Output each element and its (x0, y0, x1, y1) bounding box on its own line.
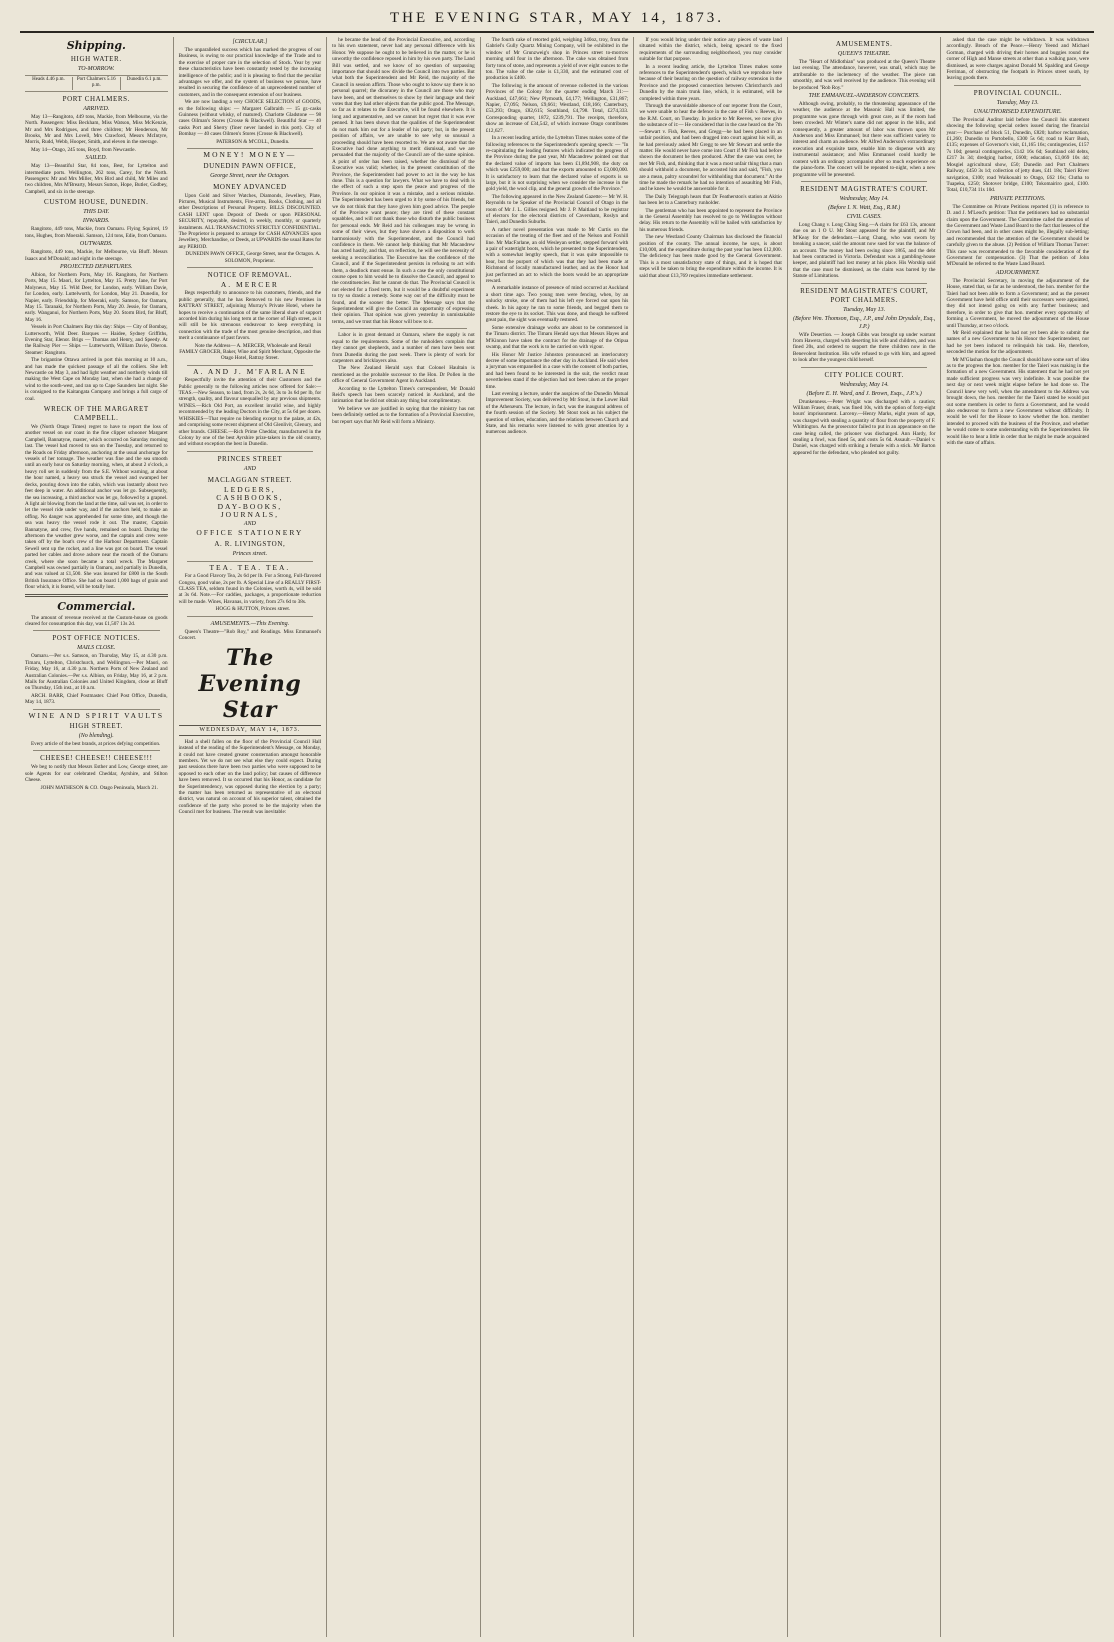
removal-name: A. MERCER (220, 279, 279, 289)
maclaggan-street: MACLAGGAN STREET. (207, 475, 293, 484)
tea-heading: TEA. TEA. TEA. (209, 562, 291, 572)
and-line: AND (243, 521, 256, 528)
inwards-text: Rangitoto, 449 tons, Mackie, from Oamaru. Flying Squirrel, 19 tons, Hughes, from Moeraki. Samson, 124 tons, Edie, from Oamaru. (25, 226, 168, 239)
princes-and: AND (243, 465, 256, 472)
office-stationery-line: OFFICE STATIONERY (196, 528, 304, 538)
pawn-name: DUNEDIN PAWN OFFICE, (203, 161, 297, 170)
outwards-text: Rangitoto, 449 tons, Mackie, for Melbourne, via Bluff. Messrs Isaacs and M'Donald; and eight in the steerage. (25, 249, 168, 262)
news-item: The New Zealand Herald says that Colonel Haultain is mentioned as the probable successor to the Hon. Dr Pollen in the office of General Government Agent in Auckland. (332, 365, 475, 385)
pawn-advanced: MONEY ADVANCED (213, 182, 287, 191)
circular-label: [CIRCULAR.] (232, 39, 268, 45)
adjournment-text-3: Mr M'Glashan thought the Council should have some sort of idea as to the progress the hon. member for the Taieri was making in the formation of a new Government. His statement that he had not yet made sufficient progress was very indefinite. It was possible the next day or next week might elapse before he had done so. The Council knew very well, when the amendment to the Address was brought down, the hon. member for the Taieri stated he would put out some members in order to form a Government, and he would also endeavour to form a new Government without difficulty. It would be well for the House to know whether the hon. member intended to proceed with the business of the Province, and whether he would come to some understanding with the Superintendent. He would like to hear a little in order that he might be made acquainted with the state of affairs. (946, 356, 1090, 446)
tide-heads: Heads 4.46 p.m. (25, 77, 73, 90)
mails-close-label: MAILS CLOSE. (77, 645, 116, 652)
divider (187, 365, 314, 366)
theatre-heading: QUEEN'S THEATRE. (837, 51, 891, 57)
divider (187, 451, 314, 452)
news-item: The new Westland County Chairman has disclosed the financial position of the county. The annual income, he says, is about £10,000, and the expenditure during the past year has been £12,000. The deficiency has been made good by the General Government. This is a most unsatisfactory state of things, and it is hoped that steps will be taken to bring the expenditure within the income. It is said that about £13,769 requires immediate settlement. (639, 234, 782, 279)
rm-court-judge: (Before I. N. Watt, Esq., R.M.) (828, 204, 901, 211)
circular-more: We are now landing a very CHOICE SELECTION of GOODS, ex the following ships: — Margaret Galbraith — 15 gr.-casks Guinness (without whisky, of matured). Charlotte Gladstone — 98 cases Oilman's Stores (Crosse & Blackwell). Beautiful Star — 40 casks Port and Sherry (finer never landed in this port). City of Bombay — 40 cases Oilmen's Stores (Crosse & Blackwell). (178, 99, 322, 138)
rm-court-date: Wednesday, May 14. (839, 195, 889, 202)
private-petitions-heading: PRIVATE PETITIONS. (990, 195, 1046, 202)
adjournment-text-2: Mr Reid explained that he had not yet been able to submit the names of a new Government to his Honor the Superintendent, nor had he yet been induced to relinquish his task. He, therefore, seconded the motion for the adjournment. (946, 330, 1090, 356)
tide-port-chalmers: Port Chalmers 5.16 p.m. (73, 77, 121, 90)
customs-heading: CUSTOM HOUSE, DUNEDIN. (44, 198, 149, 207)
news-item: Last evening a lecture, under the auspices of the Dunedin Mutual Improvement Society, was delivered by Mr Stout, in the Lower Hall of the Athenæum. The lecture, in fact, was the inaugural address of the fourth session of the Society. Mr Stout took as his subject the question of strikes, education, and the relations between Church and State, and his remarks were listened to with great attention by a numerous audience. (485, 390, 629, 436)
post-office-text: Oamaru.—Per s.s. Samson, on Thursday, May 15, at 4.30 p.m. Timaru, Lyttelton, Christchurch, and Wellington.—Per Maori, on Friday, May 16, at 4.30 p.m. Northern Ports of New Zealand and Australian Colonies.—Per s.s. Albion, on Friday, May 16, at 2 p.m. Mails for Australian Colonies and United Kingdom, close at Bluff on Thursday, 15th inst., at 10 a.m. (25, 653, 168, 692)
wreck-text: We (North Otago Times) regret to have to report the loss of another vessel on our coast in the fine clipper schooner Margaret Campbell, Bannatyne, master, which occurred on Saturday morning last. The vessel had moved to sea on the Tuesday, and returned to the Roads on Friday afternoon, anchoring at the usual anchorage for vessels of her tonnage. The weather was fine and the sea smooth until an early hour on Saturday morning, when, at about 2 o'clock, a heavy roll set in suddenly from the S.E. Without warning, at about the hour named, a heavy sea struck the vessel and swamped her decks, pouring down into the cabin, which was instantly about two feet deep in water. An additional anchor was let go. Subsequently, the sea increasing, a third anchor was let go, followed by a grapnel. A light air blowing from the land at the time, sail was set, in order to let the vessel ride under way, and if the anchors held, to make an offing. No danger was apprehended for some time, and though the sea was heavy the vessel rode it out. The master, Captain Bannatyne, and crew, five hands, remained on board. During the afternoon the weather grew worse, and the captain and crew were taken off by the boat's crew of the Harbour Department. Captain Sewell sent up the rocket, and a line was got on board. The vessel parted her cables and drove ashore near the mouth of the Oamaru creek, where she soon became a total wreck. The Margaret Campbell was owned partially in Oamaru, and partially in Dunedin, and was valued at £1,500. She was insured for £800 in the South British Insurance Office. She had on board 1,000 bags of grain and flour which, it is feared, will be totally lost. (25, 424, 168, 591)
macfarlane-text: Respectfully invite the attention of their Customers and the Public generally to the following articles now offered for Sale:— TEAS.—New Season, to land, from 2s, 2s 6d, 3s to 3s 6d per lb, for strength, quality, and flavour unequalled by any previous shipments. WINES.—Rich Old Port, an excellent invalid wine, and highly recommended by the leading Doctors in the City, at 5s 6d per dozen. WHISKIES—That require no blending except to the palate, at 42s, and comprising some recent shipment of Old Glenlivit, Glenury, and other brands. CHEESE.—Rich Prime Cheddar, manufactured in the Colony by one of the best Ayrshire prize-takers in the old country, and without exception the best in Dunedin. (178, 377, 322, 448)
livingston-name: A. R. LIVINGSTON, (214, 539, 286, 548)
amusements-label: AMUSEMENTS.—This Evening. (210, 620, 290, 627)
lead-article: Had a shell fallen on the floor of the Provincial Council Hall instead of the reading of the Superintendent's Message, on Monday, it could not have created greater consternation amongst honorable members. Yet we do not see what else they could expect. During past sessions there have been two parties who were supposed to be opposed to each other on the land policy; but causes of difference have been removed. It so occurred that his Honor, as candidate for the Superintendency, was opposed during the election by a party; the matter has been returned as representative of an electoral district, was natural on account of his superior talent, obtained the confidence of the party who proved to be the majority when the Council met for business. The result was inevitable: (178, 738, 322, 816)
column-5 (634, 37, 788, 1637)
circular-text: The unparalleled success which has marked the progress of our Business, is owing to our practical knowledge of the Trade and to the exercise of proper care in the selection of Stock. Year by year these characteristics have been constantly tested by the increasing intelligence of the public; and it is pleasing to find that the peculiar advantages we offer, and the system of business we pursue, have resulted in securing the confidence of an unprecedented number of customers, and in the consequent extension of our business. (178, 47, 322, 98)
rm-port-date: Tuesday, May 13. (843, 306, 886, 313)
divider (801, 367, 928, 368)
wreck-heading: WRECK OF THE MARGARET CAMPBELL. (43, 405, 149, 423)
unauthorised-heading: UNAUTHORISED EXPENDITURE. (973, 108, 1062, 115)
unauthorised-text: The Provincial Auditor laid before the Council his statement showing the following special orders issued during the financial year:— Purchase of block 51, Dunedin, £820; harbor reclamation, £1,260; Dunedin to Portobello, £300 5s 6d; road to Kurr Bush, £135; expenses of Governor's visit, £1,165 16s; contingencies, £157 7s 10d; general contingencies, £142 16s 6d; Southland old debts, £217 3s 3d; dredging harbor, £600; education, £1,069 10s 4d; Mosgiel agricultural show, £50; Dunedin and Port Chalmers Railway, £450 3s 1d; collection of jetty dues, £41 18s; Taieri River navigation, £100; road Waikouaiti to Otago, £62 16s; Clutha to Tuapeka, £250; Shotover bridge, £100; Tokomairiro gaol, £100. Total, £10,734 11s 10d. (946, 116, 1090, 194)
divider (187, 561, 314, 562)
cheese-sign: JOHN MATHESON & CO. Otago Peninsula, March 21. (40, 784, 158, 791)
projected-text: Albion, for Northern Ports, May 16. Rangitoto, for Northern Ports, May 15. Maori, for Lyttelton, May 15. Pretty Jane, for Port Molyneux, May 15. Wild Deer, for London, early. William Davie, for London, early. Luttelworth, for London, May 21. Dunedin, for Napier, early. Friendship, for Moeraki, early. Samson, for Oamaru, May 15. Taranaki, for Northern Ports, May 20. Jessie, for Oamaru, early. Wanganui, for Northern Ports, May 20. Storm Bird, for Bluff, May 16. (25, 271, 168, 323)
pawn-text: Upon Gold and Silver Watches, Diamonds, Jewellery, Plate, Pictures, Musical Instruments, Fire-arms, Books, Clothing, and all other Descriptions of Personal Property. BILLS DISCOUNTED. CASH LENT upon Deposit of Deeds or upon PERSONAL SECURITY, repayable, desired, in weekly, monthly, or quarterly instalments. ALL TRANSACTIONS STRICTLY CONFIDENTIAL. The Proprietor is prepared to arrange for CASH ADVANCES upon Jewellery, Merchandise, or Deeds, at UPWARDS the usual Rates for any PERIOD. (178, 192, 322, 250)
divider (25, 594, 168, 597)
projected-label: PROJECTED DEPARTURES. (60, 263, 133, 270)
high-water-sub: TO-MORROW. (78, 66, 115, 72)
inwards-label: INWARDS. (82, 218, 110, 225)
divider (954, 85, 1081, 86)
news-item: In a recent leading article, the Lyttelton Times makes some of the following references to the Superintendent's opening speech: — "In re-capitulating the leading features which indicated the progress of the Province during the past year, Mr Macandrew pointed out that the declared value of imports has been £1,894,908, the duty on which was £259,000; and that the exports amounted to £3,000,000. It is satisfactory to learn that the declared value of exports is so large, but it is not surprising when we consider the increase in the gold yield, the wool clip, and the general growth of the Province." (485, 135, 629, 193)
column-7 (941, 37, 1094, 1637)
tea-text: For a Good Flavory Tea, 2s 6d per lb. For a Strong, Full-flavored Congou, good value, 2s per lb. A Special Line of a REALLY FIRST-CLASS TEA, seldom found in the Colonies, worth 4s, will be sold at 3s 6d. Note.—For caddies, packages, a proportionate reduction will be made. Wines, Havanas, in variety, from 27s 6d to 38s. (178, 573, 322, 605)
high-water-heading: HIGH WATER. (70, 55, 122, 63)
editorial-text: he became the head of the Provincial Executive, and, according to his own statement, never had any personal difference with his Honor. We suppose he ought to be believed in the matter, or he is unworthy the confidence reposed in him by his own party. The Land Bill was settled, and we know of no question of surpassing importance that should now divide the Council into two parties. But what both the Superintendent and Mr Reid, the majority of the Council in session affirm. Those who ought to know say there is no personal quarrel; the dicoraney in the Council are those who may have been, and set themselves to show by their language and their votes that they had other objects than the public good. The Message, so far as it relates to the Executive, will be found elsewhere. It is long and argumentative, and we cannot but regret that it was ever penned. It has been shown that the qualities of the Superintendent do not mark him out for a leader of his party; but, in the present position of affairs, we are unable to see why so unusual a proceeding should have been resorted to. We are not aware that the Executive had done anything to merit dismissal, and we are persuaded that the majority of the Council are of the same opinion. A point of order has been raised, whether the dismissal of the Executive was valid; whether, in the present constitution of the Province, the Superintendent had power to act in the way he has done. This is a question for lawyers. What we have to deal with is the effect of such a step upon the peace and progress of the Province. In our opinion it was a mistake, and a serious mistake. The Superintendent has been urged to it by some of his friends, but we do not think that they have given him good advice. The people of the Province want peace; they are tired of these constant squabbles, and will not thank those who disturb the public business for personal ends. Mr Reid and his colleagues may be wrong in some of their views, but they have shown a disposition to work harmoniously with the Superintendent, and the Council had confidence in them. We cannot help thinking that Mr Macandrew has acted hastily, and that, on reflection, he will see the necessity of seeking a reconciliation. The Executive has the confidence of the Council, and if the Superintendent persists in refusing to act with them, a deadlock must ensue. In such a case the only constitutional course open to him would be to dissolve the Council, and appeal to the constituencies. But he cannot do that. The Provincial Council is not elected for a fixed term, but it would be a doubtful experiment to try so drastic a remedy. Some way out of the difficulty must be found, and the sooner the better. The Message says that the Superintendent will give the Council an opportunity of expressing their opinion. That opinion was given yesterday in unmistakable terms, and we trust that his Honor will bow to it. (332, 37, 475, 325)
tide-dunedin: Dunedin 6.1 p.m. (126, 77, 162, 82)
cashbooks-line: CASHBOOKS, (216, 493, 284, 503)
news-item: The following is the amount of revenue collected in the various Provinces of the Colony for the quarter ending March 31:— Auckland, £47,661; New Plymouth, £4,177; Wellington, £31,867; Napier, £7,095; Nelson, £9,661; Westland, £18,166; Canterbury, £53,293; Otago, £82,615; Southland, £4,798. Total, £274,333. Corresponding quarter, 1872, £239,791. The receipts, therefore, show an increase of £34,542, of which increase Otago contributes £12,627. (485, 82, 629, 134)
wine-heading: WINE AND SPIRIT VAULTS (28, 710, 165, 720)
ledgers-line: LEDGERS, (224, 484, 276, 494)
journals-line: JOURNALS, (220, 509, 279, 519)
private-petitions-text: The Committee on Private Petitions reported (1) in reference to D. and J. M'Leod's petition: That the petitioners had no substantial claim upon the Government. The Committee called the attention of the Government and Waste Land Board to the fact that lessees of the Crown had been, and in other cases might be, illegally sub-letting; and recommended that the attention of the Government should be carefully given to the abuse. (2) Petition of William Thomas Turner: This case was recommended to the favorable consideration of the Government for compensation. (3) That the petition of John M'Donald be referred to the Waste Land Board. (946, 203, 1090, 268)
news-item: In a recent leading article, the Lyttelton Times makes some references to the Superintendent's speech, which we reproduce here because of their bearing on the question of railway extension in the Province and the proposed connection between Christchurch and Dunedin by the main trunk line, which, it is estimated, will be completed within three years. (639, 63, 782, 102)
cheese-text: We beg to notify that Messrs Esther and Low, George street, are sole Agents for our celebrated Cheddar, Ayrshire, and Stilton Cheese. (25, 764, 168, 784)
news-item: The following appeared in the New Zealand Gazette:— Mr W. H. Reynolds to be Speaker of the Provincial Council of Otago in the room of Mr J. L. Gillies resigned. Mr J. P. Maitland to be registrar of electors for the electoral districts of Caversham, Roslyn and Taieri, and Dunedin Suburbs. (485, 193, 629, 226)
divider (801, 283, 928, 284)
news-item: If you would bring under their notice any pieces of waste land situated within the district, which, being upward to the fixed requirements of the surrounding neighborhood, you may consider suitable for that purpose. (639, 37, 782, 63)
divider (33, 709, 160, 710)
divider (187, 267, 314, 268)
money-heading: MONEY! MONEY— (203, 150, 297, 160)
dateline: WEDNESDAY, MAY 14, 1873. (179, 725, 322, 735)
rm-court-text: Long Chang v. Long Ching Sing.—A claim for £63 13s, amount due on an I O U. Mr Stout appeared for the plaintiff, and Mr M'Keay for the defendant.—Long Chang, who was sworn by breaking a saucer, said the amount now sued for was the balance of an account. The money had been owing since 1865, and the debt had been contracted in Victoria. Defendant was a gambling-house keeper, and plaintiff had lost money at his place. His Worship said that the case must be dismissed, as the claim was barred by the Statute of Limitations. (792, 221, 936, 280)
removal-note: Note the Address— A. MERCER, Wholesale and Retail FAMILY GROCER, Baker, Wine and Spirit Merchant, Opposite the Otago Hotel, Rattray Street. (179, 342, 321, 362)
concert-text: Although owing, probably, to the threatening appearance of the weather, the audience at the Masonic Hall was limited, the programme was gone through with great care, as if the room had been crowded. Mr Winter's name did not appear in the bills, and consequently, a greater amount of labor was thrown upon Mr Anderson and Miss Emmanuel; but there was sufficient variety to interest and charm an audience. Mr Alfred Anderson's extraordinary execution and exquisite taste, enable him to dispense with any instrumental assistance; and Miss Emmanuel could hardly be content with an ordinary accompanist after so much experience on the piano-forte. The concert will be repeated to-night, when a new programme will be presented. (792, 101, 936, 178)
police-court-heading: CITY POLICE COURT. (824, 370, 904, 379)
wine-street: HIGH STREET. (69, 722, 123, 731)
arrived-label: ARRIVED. (83, 105, 110, 112)
news-item: A rather novel presentation was made to Mr Curtis on the occasion of the treating of the fleet and of the Nelson and Foxhill line. Mr MacFarlane, an old Wesleyan settler, stepped forward with a pair of watertight boots, which he presented to the Superintendent, with a somewhat lengthy speech, that it was quite impossible to hear, but the purport of which was that they had been made at Richmond of locally manufactured leather, and as the Honor had just performed an act to which the boots would be an appropriate reward. (485, 226, 629, 285)
page-masthead: THE EVENING STAR, MAY 14, 1873. (20, 10, 1094, 33)
sailed-label: SAILED. (85, 155, 108, 162)
divider (33, 630, 160, 631)
column-6 (788, 37, 942, 1637)
newspaper-banner: The Evening Star (198, 645, 302, 724)
column-1 (20, 37, 174, 1637)
commercial-heading: Commercial. (57, 599, 136, 613)
news-item: The Daily Telegraph hears that Dr Featherston's station at Akitio has been let to a Canterbury runholder. (639, 193, 782, 207)
news-item: A remarkable instance of presence of mind occurred at Auckland a short time ago. Two young men were fencing, when, by an unlucky stroke, one of them had his left eye forced out upon his cheek. In his agony he ran to some friends, and begged them to restore the eye to its socket. This was done, and though he suffered great pain, the sight was eventually restored. (485, 285, 629, 324)
rm-port-text: Wife Desertion. — Joseph Gibbs was brought up under warrant from Hawera, charged with deserting his wife and children, and was fined 20s, and ordered to support the three children now in the Benevolent Institution. His wife refused to go with him, and agreed to look after the youngest child herself. (792, 331, 936, 364)
divider (187, 148, 314, 149)
police-court-date: Wednesday, May 14. (839, 381, 889, 388)
police-court-text: Drunkenness.—Peter Wright was discharged with a caution; William Fraser, drunk, was fined 10s, with the option of forty-eight hours' imprisonment. Larceny.—Henry Marks, eight years of age, was charged with stealing a quantity of flour from the property of F. Whittington. As the prosecutor failed to put in an appearance on the case being called, the prisoner was discharged. Ann Hardy, for stealing a fowl, was fined 5s, and costs 5s 6d. Assault.—Daniel v. Daniel, was charged with striking a female with a stick. Mr Barton appeared for the defendant, who pleaded not guilty. (792, 398, 936, 456)
news-item: According to the Lyttelton Times's correspondent, Mr Donald Reid's speech has been scarcely noticed in Auckland, and the intimation that he did not obtain any thing but complimentary. (332, 385, 475, 405)
divider (33, 750, 160, 751)
amusements-line: Queen's Theatre—"Rob Roy," and Readings. Miss Emmanuel's Concert. (178, 628, 322, 641)
news-item: Labor is in great demand at Oamaru, where the supply is not equal to the requirements. Some of the runholders complain that they cannot get shepherds, and a number of men have been sent from Dunedin during the past week. There is plenty of work for carpenters and bricklayers also. (332, 332, 475, 364)
theatre-text: The "Heart of Midlothian" was produced at the Queen's Theatre last evening. The attendance, however, was small, which may be attributable to the inclemency of the weather. The piece ran smoothly, and was well received by the audience. This evening will be produced "Rob Roy." (792, 59, 936, 91)
police-court-continued: asked that the case might be withdrawn. It was withdrawn accordingly. Breach of the Peace.—Henry Yeend and Michael Gorman, charged with driving their horses and buggies round the corner of High and Manse streets at other than a walking pace, were dismissed, as were charges against Donald M. Spalding and George Ferriman, of obstructing the footpath in Princes street south, by leaving goods there. (946, 37, 1090, 82)
news-item: The fourth cake of retorted gold, weighing 340oz, troy, from the Gabriel's Gully Quartz Mining Company, will be exhibited in the window of Mr Grunzweig's shop in Princes street to-morrow morning until four in the afternoon. The cake was obtained from forty tons of stone, and represents a yield of over eight ounces to the ton. The value of the cake is £1,330, and the estimated cost of production is £400. (485, 37, 629, 82)
column-3 (327, 37, 481, 1637)
news-item: Through the unavoidable absence of our reporter from the Court, we were unable to hear the defence in the case of Fish v. Reeves, in the R.M. Court, on Tuesday. In justice to Mr Reeves, we now give the substance of it:— He considered that in the case heard on the 7th—Stewart v. Fish, Reeves, and Gregg—he had been placed in an unfair position, and had been dragged into court against his will, as he had previously asked Mr Gregg to see Mr Stewart and settle the matter. He would never have come into Court if Mr Fish had before shown the document he then produced. After the case was over, he met Mr Fish, and, thinking that it was a most unfair thing that a man should withhold a document, he accosted him and said, "Fish, you are a mean, paltry scoundrel for withholding that document." At the time he made the remark he had no intention of assaulting Mr Fish, and he knew he would be answerable for it. (639, 103, 782, 193)
princes-street: PRINCES STREET (217, 454, 283, 463)
customs-sub: THIS DAY. (83, 209, 110, 216)
wine-sub: (No blending). (78, 733, 114, 740)
news-item: Some extensive drainage works are about to be commenced in the Timaru district. The Timaru Herald says that Messrs Hayes and M'Kinnon have taken the contract for the drainage of the Otipua swamp, and that the work is to be carried on with vigour. (485, 324, 629, 351)
sailed-text: May 13—Beautiful Star, 84 tons, Best, for Lyttelton and intermediate ports. Wellington, 262 tons, Carey, for the North. Passengers: Mr and Mrs Miller, Mrs Bird and child, Mr Miles and two children, Mrs M'Brearty, Messrs Sutton, Hope, Butler, Godbey, Campbell, and six in the steerage. (25, 163, 168, 195)
rm-court-heading: RESIDENT MAGISTRATE'S COURT. (800, 184, 929, 193)
wine-text: Every article of the best brands, at prices defying competition. (31, 741, 161, 748)
rm-court-sub: CIVIL CASES. (846, 213, 882, 220)
news-item: The gentleman who has been appointed to represent the Province in the General Assembly has resolved to go to Wellington without delay. His return to the Assembly will be hailed with satisfaction by his numerous friends. (639, 207, 782, 233)
removal-text: Begs respectfully to announce to his customers, friends, and the public generally, that he has Removed to his new Premises in RATTRAY STREET, adjoining Murray's Private Hotel, where he hopes to receive a continuation of the same liberal share of support accorded him during his long term at the corner of High street, as it will still be his strenuous endeavour to keep everything in connection with the trade of the most genuine description, and thus merit a continuance of past favors. (178, 290, 322, 342)
adjournment-text: The Provincial Secretary, in moving the adjournment of the House, stated that, so far as he understood, the hon. member for the Taieri had not been able to form a Government; and as the present Government have held office until their successors were appointed, they did not intend going on with any further business; and therefore, in order to give that hon. member every opportunity of forming a Government, he moved the adjournment of the House until Thursday, at two o'clock. (946, 277, 1090, 329)
cheese-heading: CHEESE! CHEESE!! CHEESE!!! (40, 754, 153, 763)
council-date: Tuesday, May 13. (996, 99, 1039, 106)
commercial-text: The amount of revenue received at the Custom-house on goods cleared for consumption this day, was £1,507 13s 2d. (25, 614, 168, 627)
removal-heading: NOTICE OF REMOVAL. (207, 270, 293, 279)
shipping-heading: Shipping. (66, 39, 126, 52)
pawn-address: George Street, near the Octagon. (210, 172, 290, 179)
divider (340, 328, 467, 329)
columns (20, 37, 1094, 1637)
adjournment-heading: ADJOURNMENT. (995, 269, 1040, 276)
police-court-judge: (Before E. H. Ward, and J. Brown, Esqs., J.P.'s.) (806, 390, 922, 397)
livingston-address: Princes street. (232, 550, 268, 557)
pawn-sign: DUNEDIN PAWN OFFICE, George Street, near the Octagon. A. SOLOMON, Proprietor. (185, 251, 321, 264)
port-chalmers-heading: PORT CHALMERS. (62, 94, 130, 103)
amusements-heading: AMUSEMENTS. (835, 40, 893, 48)
post-office-heading: POST OFFICE NOTICES. (52, 634, 141, 643)
arrived-text-2: May 14—Otago, 245 tons, Boyd, from Newcastle. (31, 146, 136, 153)
divider (187, 616, 314, 617)
column-4 (481, 37, 635, 1637)
news-item: We believe we are justified in saying that the ministry has not been definitely settled as to the formation of a Provincial Executive, but report says that Mr Reid will form a Ministry. (332, 405, 475, 425)
post-office-sign: ARCH. BARR, Chief Postmaster. Chief Post Office, Dunedin, May 14, 1873. (25, 692, 168, 706)
tide-table (25, 75, 168, 92)
divider (801, 181, 928, 182)
news-item: His Honor Mr Justice Johnston pronounced an interlocutory decree of some importance the other day in Auckland. He said when a juryman was empanelled in a case with the consent of both parties, and had been found to be interested in the suit, the verdict must nevertheless stand if the objection had not been taken at the proper time. (485, 351, 629, 390)
outwards-label: OUTWARDS. (79, 241, 113, 248)
council-heading: PROVINCIAL COUNCIL. (973, 88, 1062, 97)
brig-text: The brigantine Ottawa arrived in port this morning at 10 a.m., and has made the quickest passage of all the colliers. She left Newcastle on May 3, and had light weather and northerly winds till making the West Cape on Monday last, when she had a change of wind to the south-west, and ran up to Cape Saunders last night. She is consigned to the Kaitangata Company and brings a full cargo of coal. (25, 357, 168, 402)
macfarlane-heading: A. AND J. M'FARLANE (193, 366, 307, 376)
concert-heading: THE EMMANUEL-ANDERSON CONCERTS. (808, 93, 920, 100)
column-2 (174, 37, 328, 1637)
tea-sign: HOGG & HUTTON, Princes street. (215, 606, 291, 613)
circular-sign: PATERSON & M'COLL, Dunedin. (216, 138, 290, 145)
daybooks-line: DAY-BOOKS, (217, 501, 283, 511)
vessels-text: Vessels in Port Chalmers Bay this day: Ships — City of Bombay, Lutterworth, Wild Deer. Barques — Haidee, Sydney Griffiths, Evening Star, Elenor. Brigs — Thomas and Henry, and Speedy. At the Railway Pier — Ships — Lutterworth, William Davie, Oberon. Steamer: Rangitoto. (25, 324, 168, 356)
rm-port-judge: (Before Wm. Thomson, Esq., J.P., and John Drysdale, Esq., J.P.) (793, 315, 936, 330)
rm-port-heading: RESIDENT MAGISTRATE'S COURT, PORT CHALMERS. (800, 286, 929, 304)
arrived-text: May 13—Rangitoto, 449 tons, Mackie, from Melbourne, via the North. Passengers: Miss Beckham, Miss Watson, Miss McKenzie, Mr and Mrs Rodrigues, and three children; Mr Henderson, Mr Brooks, Mr and Mrs Lovell, Mrs Crawford, Messrs McIntyre, Morris, Rudd, Webb, Hooper, Smith, and eleven in the steerage. (25, 113, 168, 146)
